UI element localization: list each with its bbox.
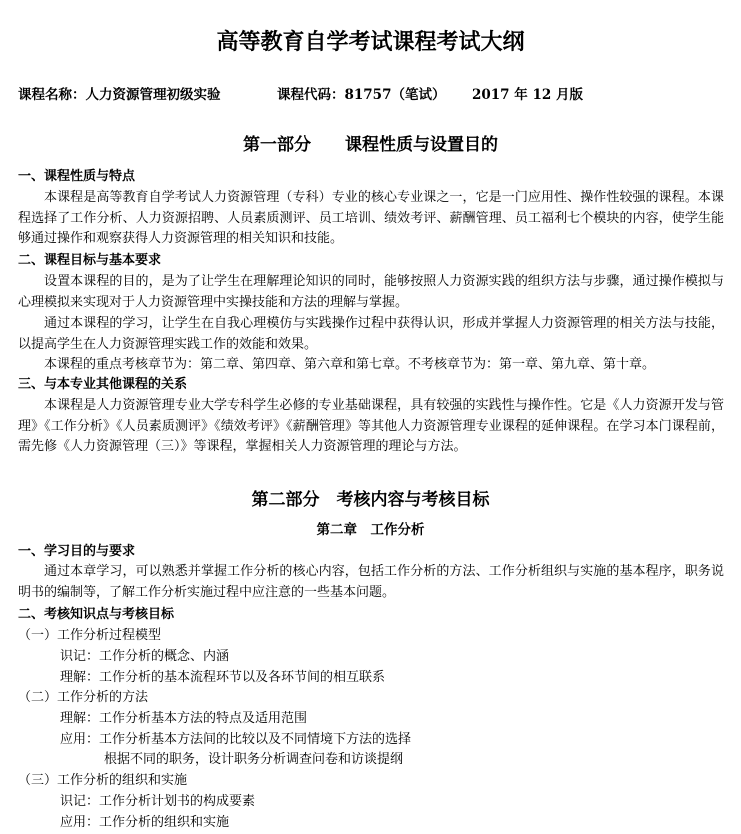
course-name: 课程名称：人力资源管理初级实验	[18, 87, 221, 103]
course-code: 课程代码：81757（笔试）	[277, 87, 446, 103]
part2-section2-heading: 二、考核知识点与考核目标	[18, 607, 175, 622]
subsection-3-item-1: 识记：工作分析计划书的构成要素	[60, 794, 256, 809]
subsection-2-item-3: 根据不同的职务，设计职务分析调查问卷和访谈提纲	[104, 752, 404, 767]
subsection-1-item-1: 识记：工作分析的概念、内涵	[60, 649, 230, 664]
edition: 2017 年 12 月版	[472, 87, 583, 103]
subsection-3-item-2: 应用：工作分析的组织和实施	[60, 815, 230, 830]
part1-section2-paragraph1: 设置本课程的目的，是为了让学生在理解理论知识的同时，能够按照人力资源实践的组织方法与步骤，通过操作模拟与心理模拟来实现对于人力资源管理中实操技能和方法的理解与掌握。	[18, 274, 724, 310]
part2-section1-paragraph: 通过本章学习，可以熟悉并掌握工作分析的核心内容，包括工作分析的方法、工作分析组织与实施的基本程序，职务说明书的编制等，了解工作分析实施过程中应注意的一些基本问题。	[18, 564, 724, 600]
subsection-1-heading: （一）工作分析过程模型	[18, 628, 162, 643]
part2-title: 第二部分 考核内容与考核目标	[251, 490, 490, 510]
subsection-2-item-2: 应用：工作分析基本方法间的比较以及不同情境下方法的选择	[60, 732, 412, 747]
part1-title: 第一部分 课程性质与设置目的	[243, 135, 498, 155]
part1-section2-paragraph2: 通过本课程的学习，让学生在自我心理模仿与实践操作过程中获得认识，形成并掌握人力资源管理的相关方法与技能，以提高学生在人力资源管理实践工作的效能和效果。	[18, 316, 724, 352]
subsection-2-heading: （二）工作分析的方法	[18, 690, 149, 705]
part1-section3-paragraph: 本课程是人力资源管理专业大学专科学生必修的专业基础课程，具有较强的实践性与操作性。它是《人力资源开发与管理》《工作分析》《人员素质测评》《绩效考评》《薪酬管理》等其他人力资源管理专业课程的延伸课程。在学习本门课程前，需先修《人力资源管理（三）》等课程，掌握相关人力资源管理的理论与方法。	[18, 398, 724, 454]
part1-section2-heading: 二、课程目标与基本要求	[18, 253, 162, 268]
subsection-3-heading: （三）工作分析的组织和实施	[18, 773, 188, 788]
part1-section2-paragraph3: 本课程的重点考核章节为：第二章、第四章、第六章和第七章。不考核章节为：第一章、第九章、第十章。	[44, 357, 656, 372]
subsection-2-item-1: 理解：工作分析基本方法的特点及适用范围	[60, 711, 308, 726]
document-title: 高等教育自学考试课程考试大纲	[216, 29, 525, 55]
part1-section1-heading: 一、课程性质与特点	[18, 169, 136, 184]
part1-section3-heading: 三、与本专业其他课程的关系	[18, 377, 188, 392]
part2-section1-heading: 一、学习目的与要求	[18, 544, 136, 559]
chapter-title: 第二章 工作分析	[316, 522, 425, 538]
part1-section1-paragraph: 本课程是高等教育自学考试人力资源管理（专科）专业的核心专业课之一，它是一门应用性、操作性较强的课程。本课程选择了工作分析、人力资源招聘、人员素质测评、员工培训、绩效考评、薪酬管理、员工福利七个模块的内容，使学生能够通过操作和观察获得人力资源管理的相关知识和技能。	[18, 190, 724, 246]
subsection-1-item-2: 理解：工作分析的基本流程环节以及各环节间的相互联系	[60, 670, 386, 685]
